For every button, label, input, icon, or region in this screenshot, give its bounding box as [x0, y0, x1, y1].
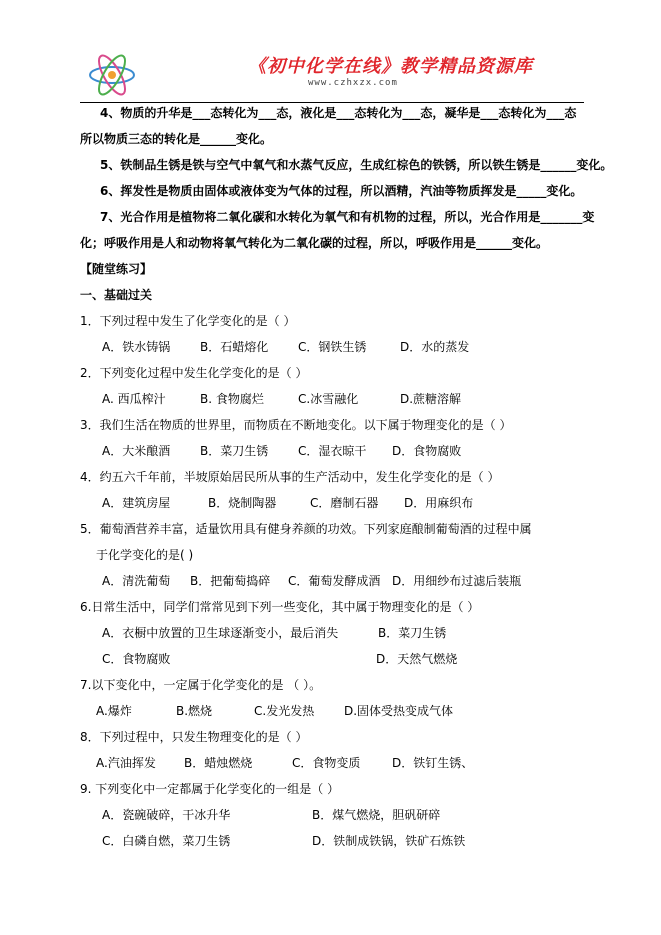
q1-choice-d: D．水的蒸发 [400, 340, 470, 354]
q6-choice-c: C．食物腐败 [102, 652, 171, 666]
page-header [80, 48, 580, 102]
paragraph-5: 5、铁制品生锈是铁与空气中氧气和水蒸气反应，生成红棕色的铁锈，所以铁生锈是______变化。 [100, 158, 613, 172]
question-5-line-1: 5．葡萄酒营养丰富，适量饮用具有健身养颜的功效。下列家庭酿制葡萄酒的过程中属 [80, 522, 532, 536]
paragraph-6: 6、挥发性是物质由固体或液体变为气体的过程，所以酒精，汽油等物质挥发是_____变化。 [100, 184, 583, 198]
section-heading-basic: 一、基础过关 [80, 288, 153, 302]
atom-logo-icon [84, 52, 140, 98]
q9-choice-d: D．铁制成铁锅，铁矿石炼铁 [312, 834, 466, 848]
question-1: 1．下列过程中发生了化学变化的是（ ） [80, 314, 296, 328]
paragraph-7-line-2: 化；呼吸作用是人和动物将氧气转化为二氧化碳的过程，所以，呼吸作用是______变化。 [80, 236, 549, 250]
q8-choice-a: A.汽油挥发 [96, 756, 156, 770]
paragraph-4-line-2: 所以物质三态的转化是______变化。 [80, 132, 273, 146]
q1-choice-a: A．铁水铸锅 [102, 340, 171, 354]
q7-choice-c: C.发光发热 [254, 704, 315, 718]
question-7: 7.以下变化中，一定属于化学变化的是 （ ）。 [80, 678, 322, 692]
q6-choice-d: D．天然气燃烧 [376, 652, 458, 666]
question-6: 6.日常生活中，同学们常常见到下列一些变化，其中属于物理变化的是（ ） [80, 600, 480, 614]
q6-choice-a: A．衣橱中放置的卫生球逐渐变小，最后消失 [102, 626, 339, 640]
banner-url: www.czhxzx.com [308, 78, 398, 88]
q2-choice-c: C.冰雪融化 [298, 392, 359, 406]
q8-choice-c: C．食物变质 [292, 756, 361, 770]
q3-choice-c: C．湿衣晾干 [298, 444, 367, 458]
q5-choice-a: A．清洗葡萄 [102, 574, 171, 588]
banner-title: 《初中化学在线》教学精品资源库 [248, 56, 533, 77]
q9-choice-c: C．白磷自燃，菜刀生锈 [102, 834, 231, 848]
q9-choice-a: A．瓷碗破碎，干冰升华 [102, 808, 231, 822]
q2-choice-b: B. 食物腐烂 [200, 392, 264, 406]
question-9: 9. 下列变化中一定都属于化学变化的一组是（ ） [80, 782, 340, 796]
q2-choice-d: D.蔗糖溶解 [400, 392, 462, 406]
q2-choice-a: A. 西瓜榨汁 [102, 392, 166, 406]
q4-choice-a: A．建筑房屋 [102, 496, 171, 510]
header-divider [80, 102, 584, 103]
q1-choice-c: C．钢铁生锈 [298, 340, 367, 354]
q6-choice-b: B．菜刀生锈 [378, 626, 447, 640]
question-5-line-2: 于化学变化的是( ) [96, 548, 194, 562]
q3-choice-d: D．食物腐败 [392, 444, 462, 458]
q7-choice-d: D.固体受热变成气体 [344, 704, 454, 718]
q5-choice-d: D．用细纱布过滤后装瓶 [392, 574, 522, 588]
q3-choice-a: A．大米酿酒 [102, 444, 171, 458]
q8-choice-d: D．铁钉生锈、 [392, 756, 474, 770]
paragraph-7-line-1: 7、光合作用是植物将二氧化碳和水转化为氧气和有机物的过程，所以，光合作用是_______变 [100, 210, 595, 224]
q8-choice-b: B．蜡烛燃烧 [184, 756, 253, 770]
question-8: 8．下列过程中，只发生物理变化的是（ ） [80, 730, 308, 744]
question-3: 3．我们生活在物质的世界里，而物质在不断地变化。以下属于物理变化的是（ ） [80, 418, 512, 432]
q4-choice-c: C．磨制石器 [310, 496, 379, 510]
q3-choice-b: B．菜刀生锈 [200, 444, 269, 458]
q4-choice-d: D．用麻织布 [404, 496, 474, 510]
q7-choice-b: B.燃烧 [176, 704, 213, 718]
question-2: 2．下列变化过程中发生化学变化的是（ ） [80, 366, 308, 380]
q5-choice-b: B．把葡萄捣碎 [190, 574, 271, 588]
question-4: 4．约五六千年前，半坡原始居民所从事的生产活动中，发生化学变化的是（ ） [80, 470, 500, 484]
q5-choice-c: C．葡萄发酵成酒 [288, 574, 381, 588]
q4-choice-b: B．烧制陶器 [208, 496, 277, 510]
q9-choice-b: B．煤气燃烧，胆矾研碎 [312, 808, 441, 822]
q1-choice-b: B．石蜡熔化 [200, 340, 269, 354]
q7-choice-a: A.爆炸 [96, 704, 132, 718]
section-heading-practice: 【随堂练习】 [80, 262, 153, 276]
paragraph-4-line-1: 4、物质的升华是___态转化为___态，液化是___态转化为___态，凝华是___态转化为___态 [100, 106, 577, 120]
